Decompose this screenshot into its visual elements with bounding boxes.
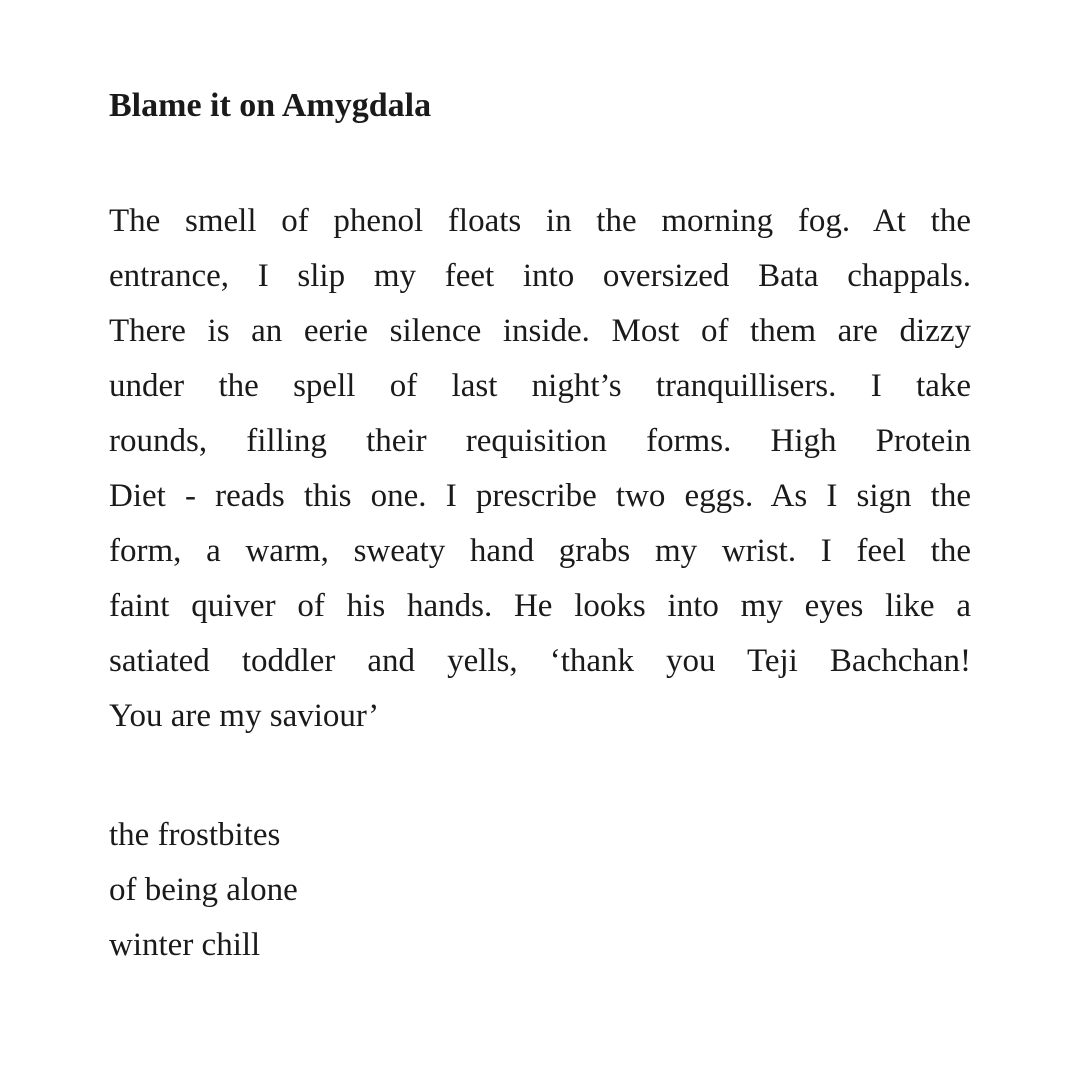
prose-line: faint quiver of his hands. He looks into my eyes like a [109, 588, 971, 624]
prose-line: The smell of phenol floats in the morning fog. At the [109, 203, 971, 239]
prose-line: There is an eerie silence inside. Most of them are dizzy [109, 313, 971, 349]
prose-line: entrance, I slip my feet into oversized Bata chappals. [109, 258, 971, 294]
prose-line: satiated toddler and yells, ‘thank you Teji Bachchan! [109, 643, 971, 679]
prose-line: form, a warm, sweaty hand grabs my wrist. I feel the [109, 533, 971, 569]
prose-line: You are my saviour’ [109, 698, 380, 734]
page-title: Blame it on Amygdala [109, 87, 432, 124]
prose-line: Diet - reads this one. I prescribe two eggs. As I sign the [109, 478, 971, 514]
haiku [109, 808, 298, 973]
haiku-line: of being alone [109, 872, 298, 908]
haiku-line: winter chill [109, 927, 261, 963]
haiku-line: the frostbites [109, 817, 281, 853]
prose-line: rounds, filling their requisition forms. High Protein [109, 423, 971, 459]
prose-line: under the spell of last night’s tranquillisers. I take [109, 368, 971, 404]
prose-paragraph [109, 194, 971, 744]
